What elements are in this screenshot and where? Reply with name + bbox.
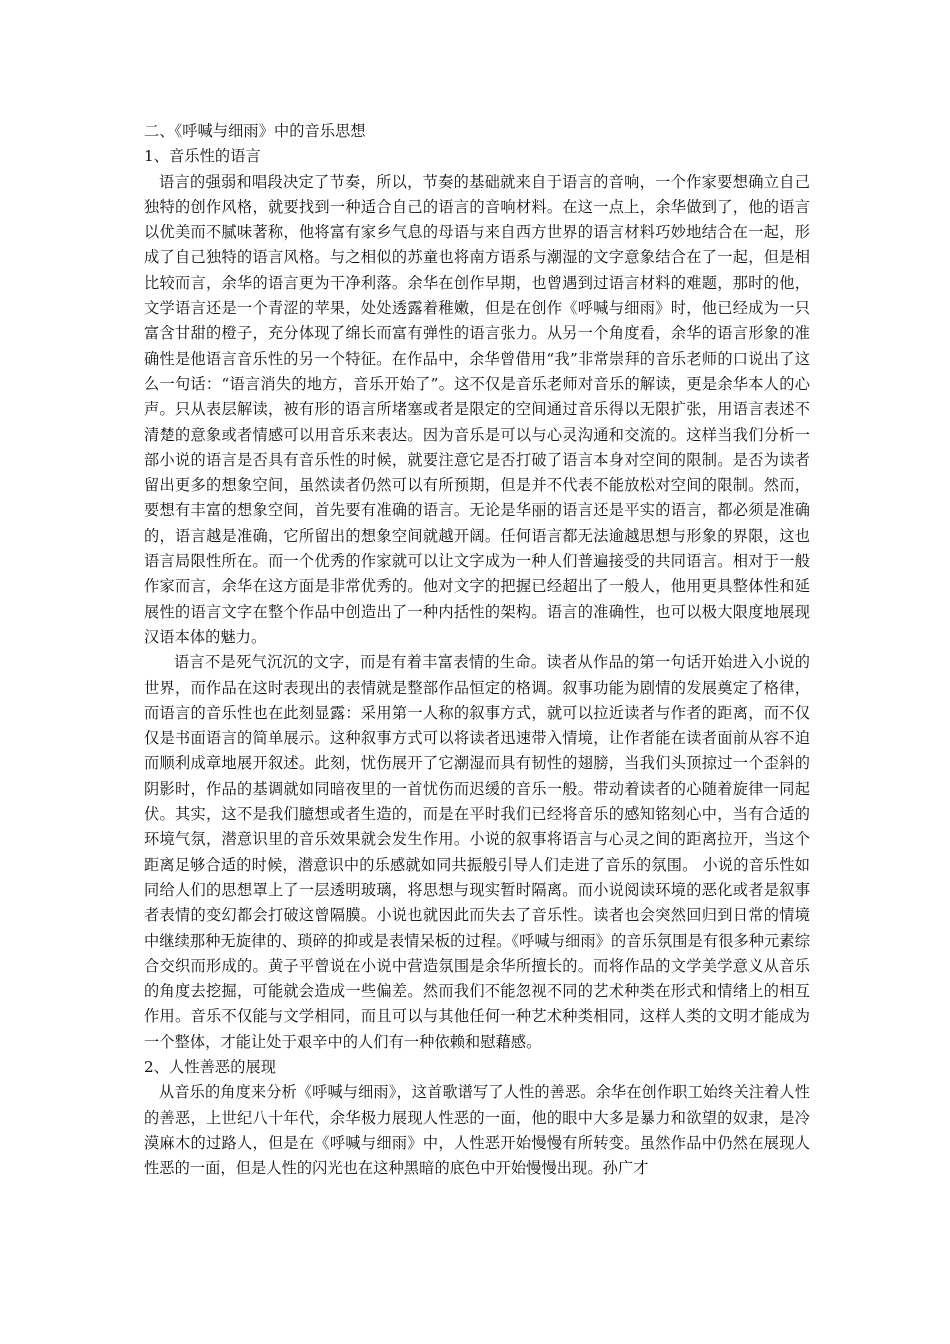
subsection-title-2: 2、人性善恶的展现 <box>144 1057 277 1076</box>
subsection-title-1: 1、音乐性的语言 <box>144 147 261 166</box>
paragraph-3: 从音乐的角度来分析《呼喊与细雨》，这首歌谱写了人性的善恶。余华在创作职工始终关注着人性的善恶，上世纪八十年代，余华极力展现人性恶的一面，他的眼中大多是暴力和欲望的奴隶，是冷漠麻木的过路人，但是在《呼喊与细雨》中，人性恶开始慢慢有所转变。虽然作品中仍然在展现人性恶的一面，但是人性的闪光也在这种黑暗的底色中开始慢慢出现。孙广才 <box>144 1083 810 1178</box>
paragraph-2: 语言不是死气沉沉的文字，而是有着丰富表情的生命。读者从作品的第一句话开始进入小说的世界，而作品在这时表现出的表情就是整部作品恒定的格调。叙事功能为剧情的发展奠定了格律，而语言的音乐性也在此刻显露：采用第一人称的叙事方式，就可以拉近读者与作者的距离，而不仅仅是书面语言的简单展示。这种叙事方式可以将读者迅速带入情境，让作者能在读者面前从容不迫而顺利成章地展开叙述。此刻，忧伤展开了它潮湿而具有韧性的翅膀，当我们头顶掠过一个歪斜的阴影时，作品的基调就如同暗夜里的一首忧伤而迟缓的音乐一般。带动着读者的心随着旋律一同起伏。其实，这不是我们臆想或者生造的，而是在平时我们已经将音乐的感知铭刻心中，当有合适的环境气氛，潜意识里的音乐效果就会发生作用。小说的叙事将语言与心灵之间的距离拉开，当这个距离足够合适的时候，潜意识中的乐感就如同共振般引导人们走进了音乐的氛围。 小说的音乐性如同给人们的思想罩上了一层透明玻璃，将思想与现实暂时隔离。而小说阅读环境的恶化或者是叙事者表情的变幻都会打破这曾隔膜。小说也就因此而失去了音乐性。读者也会突然回归到日常的情境中继续那种无旋律的、琐碎的抑或是表情呆板的过程。《呼喊与细雨》的音乐氛围是有很多种元素综合交织而形成的。黄子平曾说在小说中营造氛围是余华所擅长的。而将作品的文学美学意义从音乐的角度去挖掘，可能就会造成一些偏差。然而我们不能忽视不同的艺术种类在形式和情绪上的相互作用。音乐不仅能与文学相同，而且可以与其他任何一种艺术种类相同，这样人类的文明才能成为一个整体，才能让处于艰辛中的人们有一种依赖和慰藉感。 <box>144 653 810 1051</box>
section-title: 二、《呼喊与细雨》中的音乐思想 <box>144 122 366 140</box>
document-page <box>144 119 810 1181</box>
paragraph-1: 语言的强弱和唱段决定了节奏，所以，节奏的基础就来自于语言的音响，一个作家要想确立自己独特的创作风格，就要找到一种适合自己的语言的音响材料。在这一点上，余华做到了，他的语言以优美而不腻味著称，他将富有家乡气息的母语与来自西方世界的语言材料巧妙地结合在一起，形成了自己独特的语言风格。与之相似的苏童也将南方语系与潮湿的文字意象结合在了一起，但是相比较而言，余华的语言更为干净利落。余华在创作早期，也曾遇到过语言材料的难题，那时的他，文学语言还是一个青涩的苹果，处处透露着稚嫩，但是在创作《呼喊与细雨》时，他已经成为一只富含甘甜的橙子，充分体现了绵长而富有弹性的语言张力。从另一个角度看，余华的语言形象的准确性是他语言音乐性的另一个特征。在作品中，余华曾借用“我”非常崇拜的音乐老师的口说出了这么一句话：“语言消失的地方，音乐开始了”。这不仅是音乐老师对音乐的解读，更是余华本人的心声。只从表层解读，被有形的语言所堵塞或者是限定的空间通过音乐得以无限扩张，用语言表述不清楚的意象或者情感可以用音乐来表达。因为音乐是可以与心灵沟通和交流的。这样当我们分析一部小说的语言是否具有音乐性的时候，就要注意它是否打破了语言本身对空间的限制。是否为读者留出更多的想象空间，虽然读者仍然可以有所预期，但是并不代表不能放松对空间的限制。然而，要想有丰富的想象空间，首先要有准确的语言。无论是华丽的语言还是平实的语言，都必须是准确的，语言越是准确，它所留出的想象空间就越开阔。任何语言都无法逾越思想与形象的界限，这也语言局限性所在。而一个优秀的作家就可以让文字成为一种人们普遍接受的共同语言。相对于一般作家而言，余华在这方面是非常优秀的。他对文字的把握已经超出了一般人，他用更具整体性和延展性的语言文字在整个作品中创造出了一种内括性的架构。语言的准确性，也可以极大限度地展现汉语本体的魅力。 <box>144 172 810 646</box>
